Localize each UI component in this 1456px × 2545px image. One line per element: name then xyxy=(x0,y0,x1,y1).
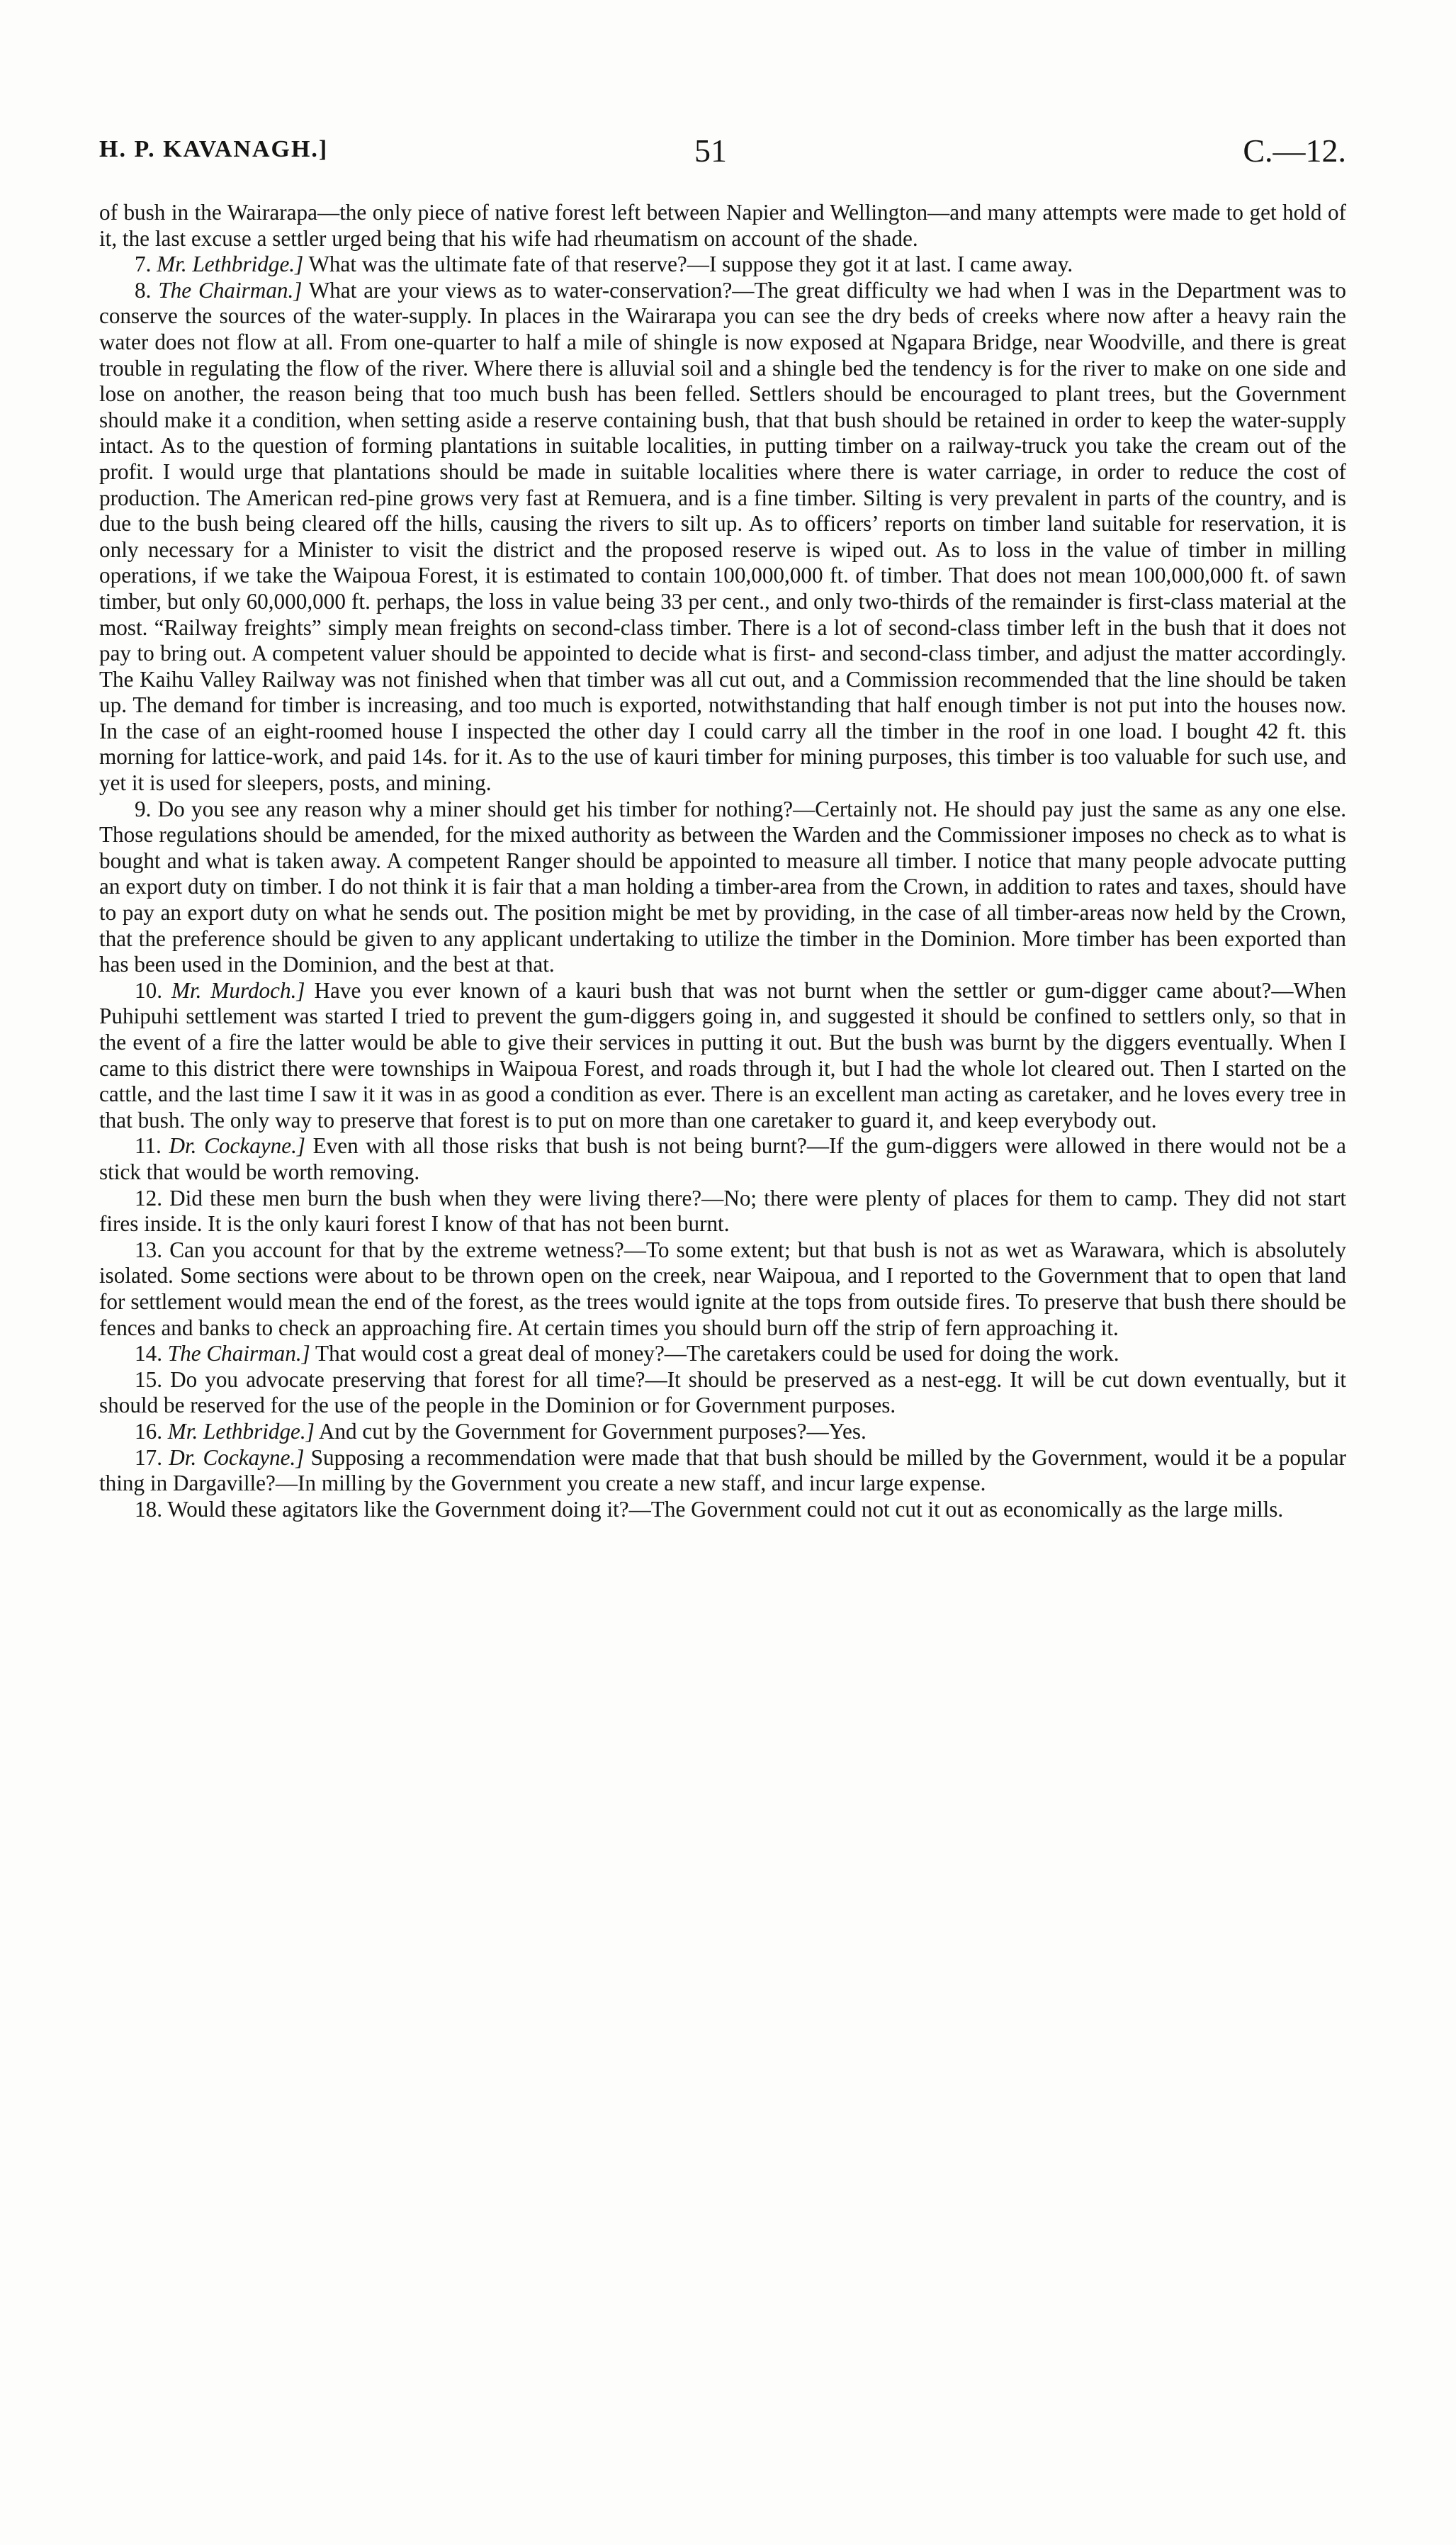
question-number: 10. xyxy=(135,977,162,1003)
question-12 xyxy=(99,1186,1346,1237)
question-number: 8. xyxy=(135,277,152,303)
question-number: 7. xyxy=(135,252,152,277)
question-number: 14. xyxy=(135,1341,162,1366)
speaker: Mr. Lethbridge.] xyxy=(167,1418,315,1444)
question-15 xyxy=(99,1367,1346,1419)
question-18 xyxy=(99,1497,1346,1523)
question-number: 17. xyxy=(135,1444,162,1470)
paragraph-text: Can you account for that by the extreme wetness?—To some extent; but that bush is not as wet as Warawara, which is absolutely isolated. Some sections were about to be thrown open on the creek, near Waipoua, and I reported to the Government that to open that land for settlement would mean the end of the forest, as the trees would ignite at the tops from outside fires. To preserve that bush there should be fences and banks to check an approaching fire. At certain times you should burn off the strip of fern approaching it. xyxy=(99,1237,1346,1340)
question-number: 11. xyxy=(135,1133,162,1159)
speaker: Dr. Cockayne.] xyxy=(169,1133,306,1159)
question-number: 16. xyxy=(135,1418,162,1444)
witness-name: H. P. KAVANAGH.] xyxy=(99,136,329,162)
question-8 xyxy=(99,278,1346,797)
question-14 xyxy=(99,1341,1346,1367)
paragraph-continuation xyxy=(99,200,1346,252)
question-number: 12. xyxy=(135,1185,162,1210)
paragraph-text: Do you advocate preserving that forest for all time?—It should be preserved as a nest-egg. It will be cut down eventually, but it should be reserved for the use of the people in the Dominion or for Government purposes. xyxy=(99,1366,1347,1418)
question-9 xyxy=(99,797,1346,978)
question-13 xyxy=(99,1237,1346,1341)
question-10 xyxy=(99,978,1346,1134)
question-11 xyxy=(99,1133,1346,1185)
paragraph-text: Do you see any reason why a miner should get his timber for nothing?—Certainly not. He should pay just the same as any one else. Those regulations should be amended, for the mixed authority as between the Warden and the Commissioner imposes no check as to what is bought and what is taken away. A competent Ranger should be appointed to measure all timber. I notice that many people advocate putting an export duty on timber. I do not think it is fair that a man holding a timber-area from the Crown, in addition to rates and taxes, should have to pay an export duty on what he sends out. The position might be met by providing, in the case of all timber-areas now held by the Crown, that the preference should be given to any applicant undertaking to utilize the timber in the Dominion. More timber has been exported than has been used in the Dominion, and the best at that. xyxy=(99,796,1347,977)
paper-reference: C.—12. xyxy=(1243,133,1346,169)
paragraph-text: Supposing a recommendation were made that that bush should be milled by the Government, would it be a popular thing in Dargaville?—In milling by the Government you create a new staff, and incur large expense. xyxy=(99,1444,1347,1496)
paragraph-text: Have you ever known of a kauri bush that was not burnt when the settler or gum-digger came about?—When Puhipuhi settlement was started I tried to prevent the gum-diggers going in, and suggested it should be confined to settlers only, so that in the event of a fire the latter would be able to give their services in putting it out. But the bush was burnt by the diggers eventually. When I came to this district there were townships in Waipoua Forest, and roads through it, but I had the whole lot cleared out. Then I started on the cattle, and the last time I saw it it was in as good a condition as ever. There is an excellent man acting as caretaker, and he loves every tree in that bush. The only way to preserve that forest is to put on more than one caretaker to guard it, and keep everybody out. xyxy=(99,977,1346,1133)
speaker: The Chairman.] xyxy=(158,277,303,303)
paragraph-text: And cut by the Government for Government purposes?—Yes. xyxy=(318,1418,867,1444)
page-header xyxy=(99,132,1346,174)
paragraph-text: That would cost a great deal of money?—The caretakers could be used for doing the work. xyxy=(315,1341,1119,1366)
question-16 xyxy=(99,1419,1346,1445)
speaker: Mr. Lethbridge.] xyxy=(157,252,304,277)
paragraph-text: What are your views as to water-conservation?—The great difficulty we had when I was in the Department was to conserve the sources of the water-supply. In places in the Wairarapa you can see the dry beds of creeks where now after a heavy rain the water does not flow at all. From one-quarter to half a mile of shingle is now exposed at Ngapara Bridge, near Woodville, and there is great trouble in regulating the flow of the river. Where there is alluvial soil and a shingle bed the tendency is for the river to make on one side and lose on another, the reason being that too much bush has been felled. Settlers should be encouraged to plant trees, but the Government should make it a condition, when setting aside a reserve containing bush, that that bush should be retained in order to keep the water-supply intact. As to the question of forming plantations in suitable localities, in putting timber on a railway-truck you take the cream out of the profit. I would urge that plantations should be made in suitable localities where there is water carriage, in order to reduce the cost of production. The American red-pine grows very fast at Remuera, and is a fine timber. Silting is very prevalent in parts of the country, and is due to the bush being cleared off the hills, causing the rivers to silt up. As to officers’ reports on timber land suitable for reservation, it is only necessary for a Minister to visit the district and the proposed reserve is wiped out. As to loss in the value of timber in milling operations, if we take the Waipoua Forest, it is estimated to contain 100,000,000 ft. of timber. That does not mean 100,000,000 ft. of sawn timber, but only 60,000,000 ft. perhaps, the loss in value being 33 per cent., and only two-thirds of the remainder is first-class material at the most. “Railway freights” simply mean freights on second-class timber. There is a lot of second-class timber left in the bush that it does not pay to bring out. A competent valuer should be appointed to decide what is first- and second-class timber, and adjust the matter accordingly. The Kaihu Valley Railway was not finished when that timber was all cut out, and a Commission recommended that the line should be taken up. The demand for timber is increasing, and too much is exported, notwithstanding that half enough timber is not put into the houses now. In the case of an eight-roomed house I inspected the other day I could carry all the timber in the roof in one load. I bought 42 ft. this morning for lattice-work, and paid 14s. for it. As to the use of kauri timber for mining purposes, this timber is too valuable for such use, and yet it is used for sleepers, posts, and mining. xyxy=(99,277,1346,796)
paragraph-text: of bush in the Wairarapa—the only piece of native forest left between Napier and Wellington—and many attempts were made to get hold of it, the last excuse a settler urged being that his wife had rheumatism on account of the shade. xyxy=(99,200,1346,251)
paragraph-text: Even with all those risks that bush is not being burnt?—If the gum-diggers were allowed in there would not be a stick that would be worth removing. xyxy=(99,1133,1347,1184)
paragraph-text: Would these agitators like the Government doing it?—The Government could not cut it out as economically as the large mills. xyxy=(167,1496,1284,1522)
speaker: The Chairman.] xyxy=(167,1341,310,1366)
speaker: Mr. Murdoch.] xyxy=(171,977,305,1003)
paragraph-text: What was the ultimate fate of that reserve?—I suppose they got it at last. I came away. xyxy=(308,252,1073,277)
question-7 xyxy=(99,252,1346,278)
page-number: 51 xyxy=(694,133,727,169)
question-number: 15. xyxy=(135,1366,162,1392)
question-number: 9. xyxy=(135,796,152,821)
speaker: Dr. Cockayne.] xyxy=(169,1444,305,1470)
question-number: 13. xyxy=(135,1237,162,1262)
question-17 xyxy=(99,1445,1346,1497)
question-number: 18. xyxy=(135,1496,162,1522)
paragraph-text: Did these men burn the bush when they were living there?—No; there were plenty of places for them to camp. They did not start fires inside. It is the only kauri forest I know of that has not been burnt. xyxy=(99,1185,1347,1237)
evidence-text xyxy=(99,200,1346,1522)
